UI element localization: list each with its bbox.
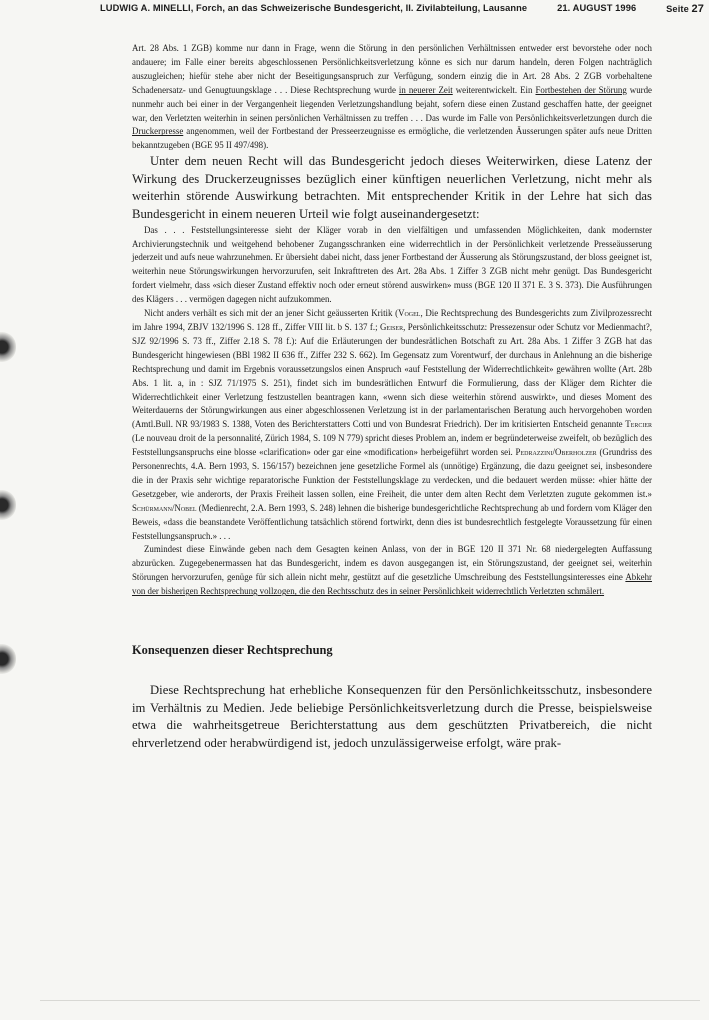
underlined-text: Fortbestehen der Störung xyxy=(535,84,627,95)
header-author-line: LUDWIG A. MINELLI, Forch, an das Schweizerische Bundesgericht, II. Zivilabteilung, Lausanne xyxy=(100,3,528,13)
author-name: Geiser xyxy=(380,321,404,332)
header-date: 21. AUGUST 1996 xyxy=(557,3,637,13)
text-run: wurde nunmehr auch bei einer in der Vergangenheit liegenden Verletzungshandlung bejaht, sofern diese einen Zustand geschaffen hatte, der geeignet war, den Verletzten weiterhin in seinen persönlichen Verhältnissen zu treffen . . . Das wurde im Falle von Persönlichkeitsverletzungen durch die xyxy=(132,84,652,123)
binder-hole-mark xyxy=(0,490,16,520)
author-name: Vogel xyxy=(398,308,421,319)
quote-paragraph-1 xyxy=(132,42,652,153)
text-run: (Grundriss des Personenrechts, 4.A. Bern 1993, S. 156/157) bezeichnen jene gesetzliche Formel als (unnötige) Ergänzung, die dazu geeignet sei, insbesondere die in der Praxis sehr wichtige reparatorische Funktion der Feststellungsklage zu verdecken, und die bedauert werden müsse: «hier hätte der Gesetzgeber, wie anderorts, der Praxis Freiheit lassen sollen, eine Freiheit, die unter dem alten Recht dem Verletzten zugute gekommen ist.» xyxy=(132,447,653,499)
header-page xyxy=(666,3,704,15)
text-run: weiterentwickelt. Ein xyxy=(452,84,536,95)
text-run: Nicht anders verhält es sich mit der an jener Sicht geäusserten Kritik ( xyxy=(144,308,399,319)
header-page-number: 27 xyxy=(691,3,704,15)
text-run: , Die Rechtsprechung des Bundesgerichts zum Zivilprozessrecht im Jahre 1994, ZBJV 132/1996 S. 128 ff., Ziffer VIII lit. b S. 137 f.; xyxy=(132,308,652,332)
body-paragraph-2: Diese Rechtsprechung hat erhebliche Konsequenzen für den Persönlichkeitsschutz, insbesondere im Verhältnis zu Medien. Jede beliebige Persönlichkeitsverletzung durch die Presse, beispielsweise etwa die wahrheitsgetreue Berichterstattung aus dem geschützten Privatbereich, die nicht ehrverletzend oder herabwürdigend ist, jedoch unzulässigerweise erfolgt, wäre prak- xyxy=(132,683,652,750)
underlined-text: in neuerer Zeit xyxy=(398,84,453,95)
section-heading: Konsequenzen dieser Rechtsprechung xyxy=(132,643,333,658)
text-run: (Le nouveau droit de la personnalité, Zürich 1984, S. 109 N 779) spricht dieses Problem an, indem er begründeterweise zweifelt, ob bezüglich des Feststellungsanspruchs eine blosse «clarification» oder gar eine «modification» herbeigeführt worden sei. xyxy=(132,433,652,458)
page-edge-line xyxy=(40,1000,700,1001)
header-page-label: Seite xyxy=(666,4,689,14)
body-paragraph-1: Unter dem neuen Recht will das Bundesgericht jedoch dieses Weiterwirken, diese Latenz der Wirkung des Druckerzeugnisses bezüglich einer künftigen neuerlichen Verletzung, nicht mehr als weiterhin störende Auswirkung betrachten. Mit entsprechender Kritik in der Lehre hat sich das Bundesgericht in einem neueren Urteil wie folgt auseinandergesetzt: xyxy=(132,154,652,222)
text-run: , Persönlichkeitsschutz: Pressezensur oder Schutz vor Medienmacht?, SJZ 92/1996 S. 73 ff., Ziffer 2.18 S. 78 f.): Auf die Erläuterungen der bundesrätlichen Botschaft zu Art. 28a Abs. 1 Ziffer 3 ZGB hat das Bundesgericht hingewiesen (BBl 1982 II 636 ff., Ziffer 232 S. 662). Im Gegensatz zum Vorentwurf, der durchaus in Anlehnung an die bisherige Rechtsprechung und damit im Ergebnis voraussetzungslos einen Anspruch «auf Feststellung der Widerrechtlichkeit» gewähren wollte (Art. 28b Abs. 1 lit. a, in : SJZ 71/1975 S. 251), findet sich im bundesrätlichen Entwurf die Formulierung, dass der Kläger dem Richter die Widerrechtlichkeit einer Verletzung festzustellen beantragen kann, «wenn sich diese weiterhin störend auswirkt», und dieses Moment des Weiterdauerns der Störungwirkungen aus einer abgeschlossenen Verletzung ist in der parlamentarischen Beratung auch hervorgehoben worden (Amtl.Bull. NR 93/1983 S. 1388, Voten des Berichterstatters Cotti und von Bundesrat Friedrich). Der im kritisierten Entscheid genannte xyxy=(132,321,652,430)
page-header xyxy=(100,3,704,15)
binder-hole-mark xyxy=(0,644,16,674)
quote-paragraph-3 xyxy=(132,307,652,543)
author-name: Schürmann/Nobel xyxy=(132,502,197,513)
text-run: (Medienrecht, 2.A. Bern 1993, S. 248) lehnen die bisherige bundesgerichtliche Rechtsprechung ab und fordern vom Kläger den Beweis, «dass die beanstandete Veröffentlichung tatsächlich störend fortwirkt, denn dies ist bundesrechtlich festgelegte Voraussetzung für einen Feststellungsanspruch.» . . . xyxy=(132,502,652,541)
document-body xyxy=(132,42,652,752)
underlined-text: Abkehr von der bisherigen Rechtsprechung vollzogen, die den Rechtsschutz des in seiner Persönlichkeit widerrechtlich Verletzten schmälert. xyxy=(132,572,652,597)
author-name: Tercier xyxy=(625,419,652,430)
text-run: Zumindest diese Einwände geben nach dem Gesagten keinen Anlass, von der in BGE 120 II 371 Nr. 68 niedergelegten Auffassung abzurücken. Zugegebenermassen hat das Bundesgericht, indem es davon ausgegangen ist, ein Störungszustand, der geeignet sei, weiterhin Störungen hervorzurufen, genüge für sich allein nicht mehr, gestützt auf die gesetzliche Umschreibung des Feststellungsinteresses eine xyxy=(132,544,652,583)
quote-paragraph-2: Das . . . Feststellungsinteresse sieht der Kläger vorab in den vielfältigen und umfassenden Möglichkeiten, dank modernster Archivierungstechnik und weitgehend behobener Zugangsschranken eine widerrechtlich in der Persönlichkeit verletzende Presseäusserung jederzeit und aufs neue wahrzunehmen. Er übersieht dabei nicht, dass jener Fortbestand der Äusserung als Störungszustand, der bloss geeignet ist, weiterhin neue Störungswirkungen hervorzurufen, seit Inkrafttreten des Art. 28a Abs. 1 Ziffer 3 ZGB nicht mehr genügt. Das Bundesgericht fordert vielmehr, dass «sich dieser Zustand effektiv noch oder erneut störend auswirken» muss (BGE 120 II 371 E. 3 S. 373). Die Ausführungen des Klägers . . . vermögen dagegen nicht aufzukommen. xyxy=(132,224,652,305)
binder-hole-mark xyxy=(0,332,16,362)
quote-paragraph-4 xyxy=(132,543,652,599)
text-run: Art. 28 Abs. 1 ZGB) komme nur dann in Frage, wenn die Störung in den persönlichen Verhältnissen entweder erst bevorstehe oder noch andauere; im Falle einer bereits abgeschlossenen Persönlichkeitsverletzung könne es sich nur darum handeln, deren Folgen nachträglich auszugleichen; hiefür stehe aber nicht der Beseitigungsanspruch zur Verfügung, sondern einzig die in Art. 28 Abs. 2 ZGB vorbehaltene Schadenersatz- und Genugtuungsklage . . . Diese Rechtsprechung wurde xyxy=(132,43,652,95)
text-run: angenommen, weil der Fortbestand der Presseerzeugnisse es ermögliche, die verletzenden Äusserungen später aufs neue Dritten bekanntzugeben (BGE 95 II 497/498). xyxy=(132,126,652,151)
author-name: Pedrazzini/Oberholzer xyxy=(515,447,597,458)
underlined-text: Druckerpresse xyxy=(132,126,184,137)
